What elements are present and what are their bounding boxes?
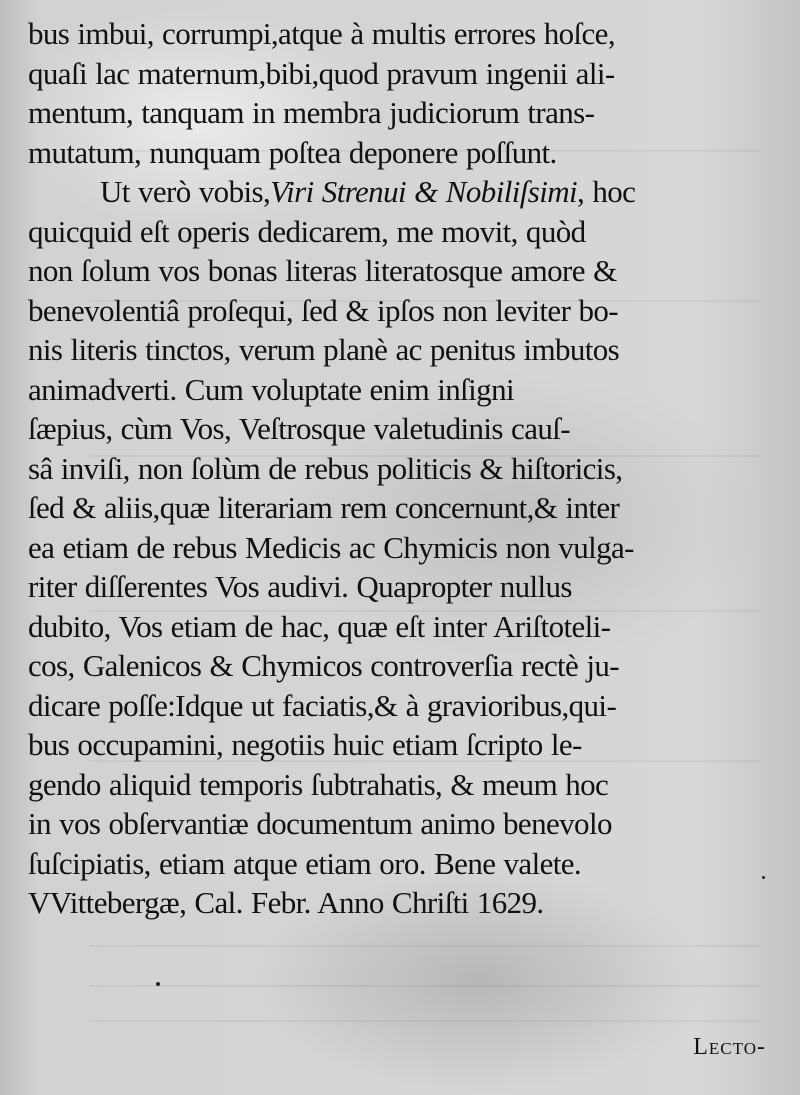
ink-speck [762,876,765,879]
text-line [28,844,776,884]
text-line-roman: benevolentiâ proſequi, ſed & ipſos non leviter bo- [28,292,618,328]
text-line [28,251,776,291]
catchword: Lecto- [693,1034,766,1060]
text-line-roman: sâ inviſi, non ſolùm de rebus politicis & hiſtoricis, [28,450,623,486]
text-line-roman: mentum, tanquam in membra judiciorum trans- [28,95,595,130]
text-line [28,291,776,331]
text-line-roman: riter diſſerentes Vos audivi. Quapropter nullus [28,569,572,604]
text-line-roman: Ut verò vobis, [100,174,271,209]
text-line-roman: ſed & aliis,quæ literariam rem concernunt,& inter [28,490,620,525]
text-line-roman: ſuſcipiatis, etiam atque etiam oro. Bene valete. [28,845,582,881]
ink-speck [156,982,160,986]
text-line-roman: non ſolum vos bonas literas literatosque amore & [28,253,617,288]
text-line [28,14,776,54]
text-line-roman: cos, Galenicos & Chymicos controverſia rectè ju- [28,648,619,683]
bleed-through-line [90,945,760,947]
text-line-roman: , hoc [577,174,636,209]
text-line-roman: mutatum, nunquam poſtea deponere poſſunt. [28,134,557,170]
text-line [28,370,776,410]
text-line [28,54,776,94]
text-line-roman: dubito, Vos etiam de hac, quæ eſt inter Ariſtoteli- [28,608,611,644]
text-line [28,330,776,370]
text-line [28,133,776,173]
bleed-through-line [90,1020,760,1022]
text-line-roman: gendo aliquid temporis ſubtrahatis, & meum hoc [28,766,609,802]
text-line-roman: VVittebergæ, Cal. Febr. Anno Chriſti 1629. [28,885,544,920]
body-text [28,14,776,923]
text-line [28,449,776,489]
text-line-roman: animadverti. Cum voluptate enim inſigni [28,371,514,407]
text-line-roman: nis literis tinctos, verum planè ac penitus imbutos [28,332,620,367]
text-line [28,686,776,726]
text-line-roman: dicare poſſe:Idque ut faciatis,& à gravioribus,qui- [28,687,617,723]
text-line [28,93,776,133]
text-line [28,725,776,765]
bleed-through-line [90,985,760,987]
text-line [28,488,776,528]
text-line-italic: Viri Strenui & Nobiliſsimi [270,174,578,209]
text-line-roman: bus imbui, corrumpi,atque à multis errores hoſce, [28,16,615,51]
text-line-roman: quicquid eſt operis dedicarem, me movit, quòd [28,213,586,249]
text-line [28,883,776,923]
text-line [28,567,776,607]
text-line-roman: bus occupamini, negotiis huic etiam ſcripto le- [28,727,582,762]
text-line [28,646,776,686]
text-line-roman: quaſi lac maternum,bibi,quod pravum ingenii ali- [28,55,615,91]
text-line [28,172,776,212]
text-line [28,212,776,252]
text-line [28,607,776,647]
text-line-roman: in vos obſervantiæ documentum animo benevolo [28,806,612,841]
text-line [28,765,776,805]
text-line [28,804,776,844]
text-line-roman: ea etiam de rebus Medicis ac Chymicis non vulga- [28,529,634,565]
text-line-roman: ſæpius, cùm Vos, Veſtrosque valetudinis cauſ- [28,411,570,446]
text-line [28,528,776,568]
text-line [28,409,776,449]
